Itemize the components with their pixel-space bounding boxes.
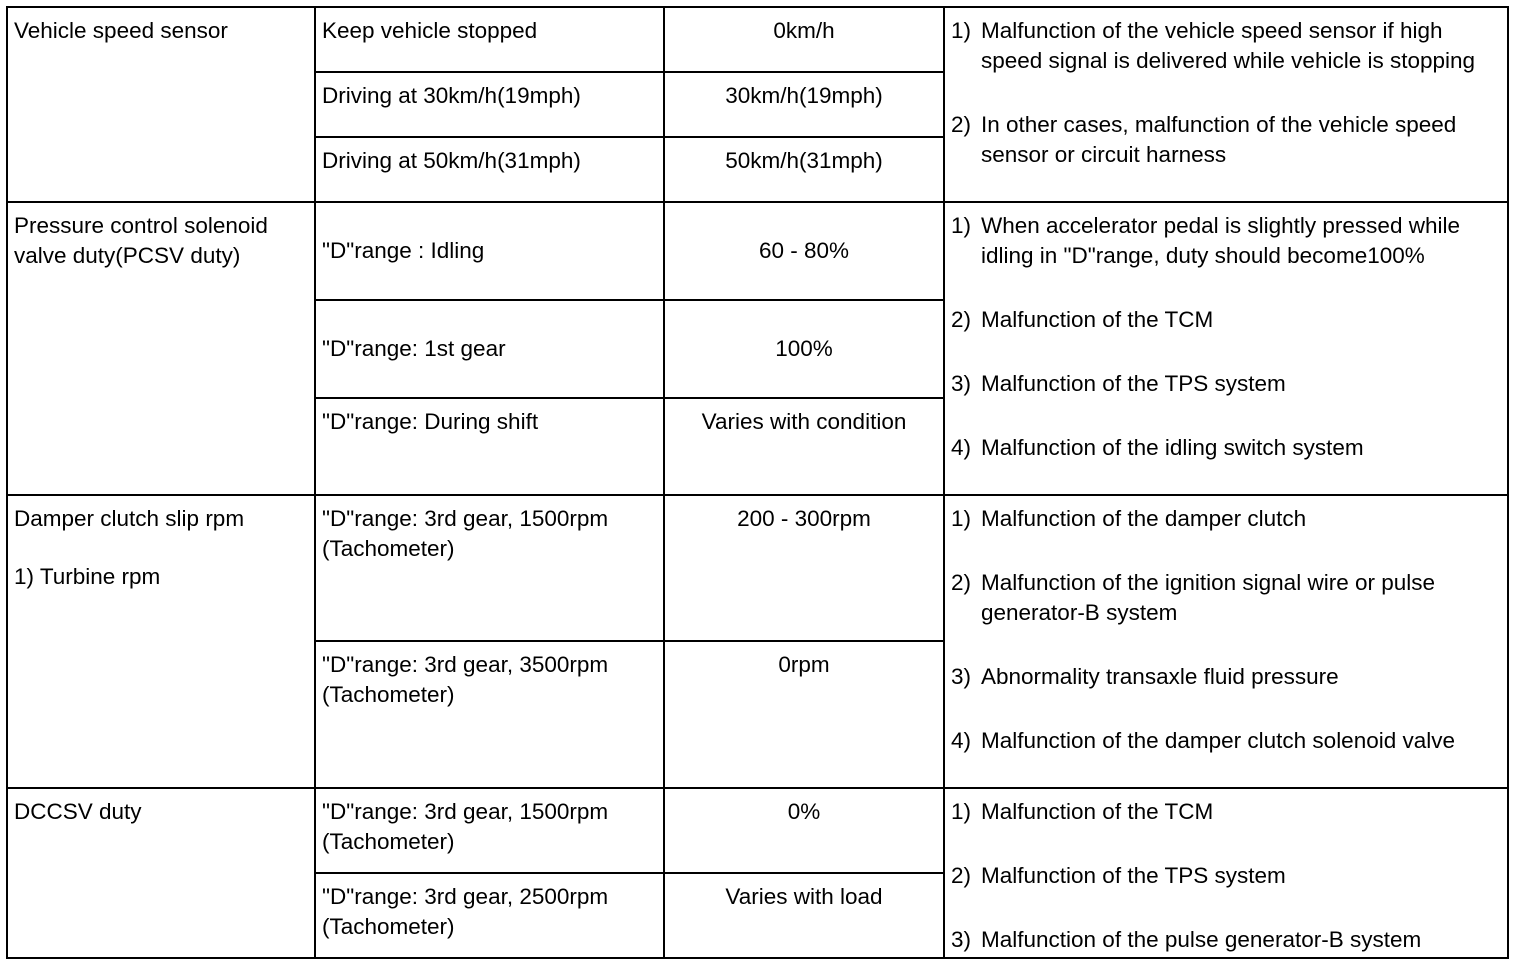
table-row: [7, 7, 1508, 72]
item-name: Vehicle speed sensor: [14, 18, 228, 43]
value-cell: Varies with condition: [664, 398, 944, 495]
cause-item: 4) Malfunction of the damper clutch solenoid valve: [951, 728, 1456, 753]
cause-cell: [944, 495, 1508, 788]
cause-list: [951, 504, 1507, 756]
value-cell: 0km/h: [664, 7, 944, 72]
cause-item: 2) Malfunction of the TCM: [951, 307, 1214, 332]
value-cell: 30km/h(19mph): [664, 72, 944, 137]
condition-cell: "D"range: During shift: [315, 398, 664, 495]
cause-list: [951, 211, 1507, 463]
cause-item: 2) Malfunction of the ignition signal wire or pulse generator-B system: [951, 570, 1435, 625]
condition-cell: "D"range: 3rd gear, 2500rpm (Tachometer): [315, 873, 664, 958]
condition-cell: "D"range: 3rd gear, 1500rpm (Tachometer): [315, 788, 664, 873]
condition-cell: "D"range: 3rd gear, 3500rpm (Tachometer): [315, 641, 664, 788]
diagnostic-spec-table: [6, 6, 1509, 959]
cause-item: 3) Malfunction of the pulse generator-B system: [951, 927, 1422, 952]
value-cell: 50km/h(31mph): [664, 137, 944, 202]
cause-cell: [944, 7, 1508, 202]
table-row: [7, 202, 1508, 300]
item-cell: [7, 788, 315, 958]
value-cell: 100%: [664, 300, 944, 398]
condition-cell: Keep vehicle stopped: [315, 7, 664, 72]
item-cell: [7, 495, 315, 788]
cause-cell: [944, 202, 1508, 495]
cause-cell: [944, 788, 1508, 958]
condition-cell: "D"range: 3rd gear, 1500rpm (Tachometer): [315, 495, 664, 641]
cause-item: 2) Malfunction of the TPS system: [951, 863, 1286, 888]
item-subname: 1) Turbine rpm: [14, 564, 161, 589]
value-cell: 200 - 300rpm: [664, 495, 944, 641]
value-cell: 0%: [664, 788, 944, 873]
cause-item: 1) When accelerator pedal is slightly pressed while idling in "D"range, duty should become100%: [951, 213, 1460, 268]
cause-item: 1) Malfunction of the vehicle speed sensor if high speed signal is delivered while vehicle is stopping: [951, 18, 1476, 73]
cause-item: 1) Malfunction of the damper clutch: [951, 506, 1307, 531]
value-cell: Varies with load: [664, 873, 944, 958]
condition-cell: "D"range: 1st gear: [315, 300, 664, 398]
cause-item: 3) Abnormality transaxle fluid pressure: [951, 664, 1339, 689]
item-name: DCCSV duty: [14, 799, 142, 824]
cause-item: 3) Malfunction of the TPS system: [951, 371, 1286, 396]
cause-item: 4) Malfunction of the idling switch system: [951, 435, 1364, 460]
table-row: [7, 495, 1508, 641]
condition-cell: Driving at 50km/h(31mph): [315, 137, 664, 202]
table-row: [7, 788, 1508, 873]
cause-item: 2) In other cases, malfunction of the vehicle speed sensor or circuit harness: [951, 112, 1457, 167]
item-name: Damper clutch slip rpm: [14, 506, 245, 531]
cause-list: [951, 797, 1507, 955]
condition-cell: "D"range : Idling: [315, 202, 664, 300]
cause-item: 1) Malfunction of the TCM: [951, 799, 1214, 824]
item-name: Pressure control solenoid valve duty(PCSV duty): [14, 213, 268, 268]
value-cell: 60 - 80%: [664, 202, 944, 300]
cause-list: [951, 16, 1507, 170]
item-cell: [7, 202, 315, 495]
condition-cell: Driving at 30km/h(19mph): [315, 72, 664, 137]
item-cell: [7, 7, 315, 202]
value-cell: 0rpm: [664, 641, 944, 788]
